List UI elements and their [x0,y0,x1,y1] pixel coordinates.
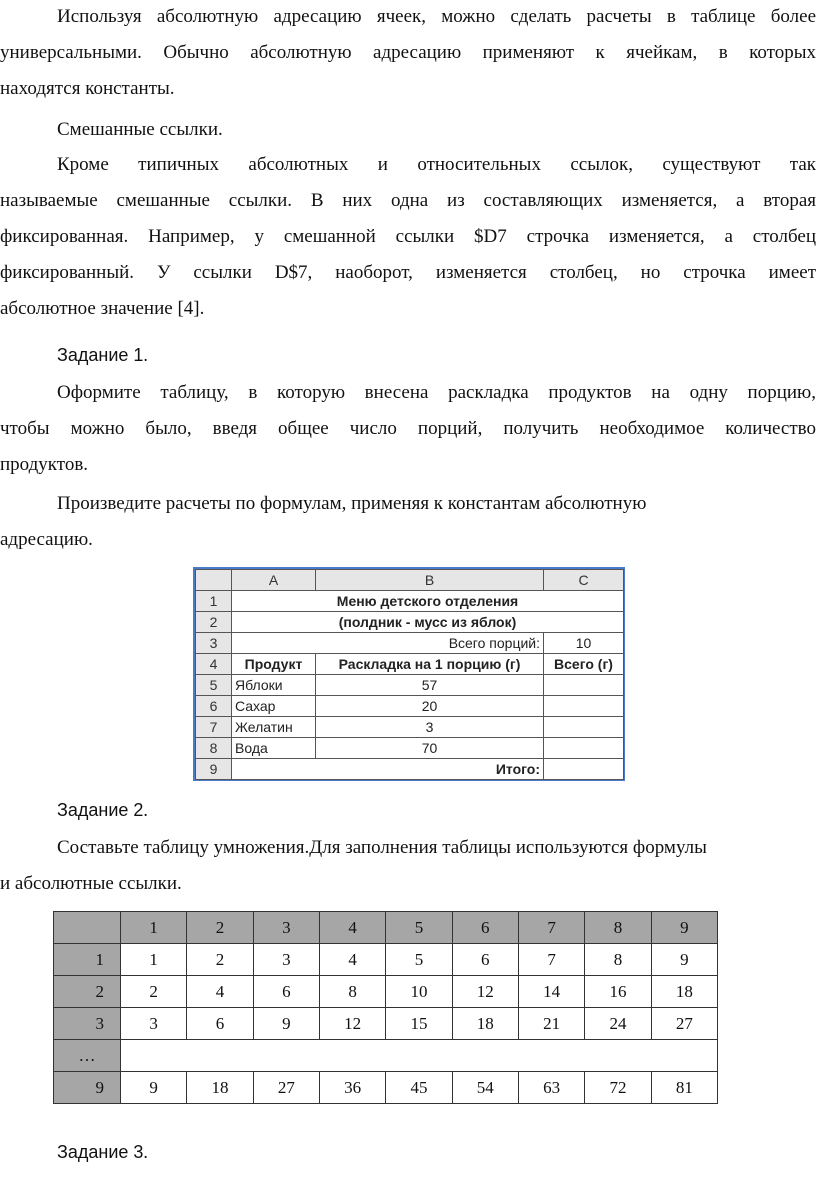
paragraph-absolute-addressing [0,0,816,107]
product-total-cell [544,717,624,738]
row-header-cell: 3 [54,1008,121,1040]
task1-title: Задание 1 [57,345,144,365]
product-total-cell [544,696,624,717]
text-line: продуктов. [0,454,89,475]
product-value-cell: 57 [316,675,544,696]
row-number: 5 [196,675,232,696]
row-number: 7 [196,717,232,738]
header-cell: 4 [319,912,385,944]
menu-subtitle-cell: (полдник - мусс из яблок) [232,612,624,633]
text-line: фиксированная. Например, у смешанной ссылки $D7 строчка изменяется, а столбец [0,226,816,247]
text-line: фиксированный. У ссылки D$7, наоборот, изменяется столбец, но строчка имеет [0,262,816,283]
product-cell: 8 [319,976,385,1008]
header-layout-cell: Раскладка на 1 порцию (г) [316,654,544,675]
product-cell: 18 [452,1008,518,1040]
task1-paragraph-2 [0,486,816,558]
text-line: абсолютное значение [4]. [0,298,205,319]
row-number: 3 [196,633,232,654]
product-cell: 10 [386,976,452,1008]
product-cell: 2 [187,944,253,976]
text-line: Составьте таблицу умножения.Для заполнения таблицы используются формулы [57,837,707,858]
header-product-cell: Продукт [232,654,316,675]
product-total-cell [544,675,624,696]
product-cell: 45 [386,1072,452,1104]
product-value-cell: 70 [316,738,544,759]
text-line: Используя абсолютную адресацию ячеек, можно сделать расчеты в таблице более [57,6,816,27]
table-row [54,1072,718,1104]
mixed-links-heading [0,112,816,148]
product-cell: 15 [386,1008,452,1040]
task2-title: Задание 2 [57,800,144,820]
product-cell: 5 [386,944,452,976]
total-label-cell: Итого: [232,759,544,780]
header-cell: 1 [121,912,187,944]
product-cell: 24 [585,1008,651,1040]
task3-suffix: . [143,1142,148,1162]
product-cell: 9 [651,944,717,976]
header-cell: 9 [651,912,717,944]
heading-text: Смешанные ссылки. [57,119,223,140]
text-line: и абсолютные ссылки. [0,873,182,894]
multiplication-table [53,911,718,1104]
task2-heading [57,799,148,821]
spreadsheet-screenshot [193,567,625,781]
header-cell: 5 [386,912,452,944]
row-header-cell: 9 [54,1072,121,1104]
product-cell: 1 [121,944,187,976]
product-cell: 7 [518,944,584,976]
product-cell: 18 [651,976,717,1008]
text-line: Кроме типичных абсолютных и относительных ссылок, существуют так [57,154,816,175]
header-cell: 3 [253,912,319,944]
portions-value-cell: 10 [544,633,624,654]
task3-title: Задание 3 [57,1142,144,1162]
text-line: адресацию. [0,529,93,550]
product-name-cell: Желатин [232,717,316,738]
row-header-cell: 2 [54,976,121,1008]
table-row [54,944,718,976]
product-cell: 54 [452,1072,518,1104]
product-cell: 6 [452,944,518,976]
text-line: чтобы можно было, введя общее число порций, получить необходимое количество [0,418,816,439]
text-line: Оформите таблицу, в которую внесена раскладка продуктов на одну порцию, [57,382,816,403]
table-row [54,1040,718,1072]
table-row [54,1008,718,1040]
product-cell: 72 [585,1072,651,1104]
product-cell: 21 [518,1008,584,1040]
product-cell: 12 [319,1008,385,1040]
header-total-cell: Всего (г) [544,654,624,675]
corner-cell [196,570,232,591]
product-cell: 27 [253,1072,319,1104]
column-header-c: C [544,570,624,591]
product-cell: 4 [187,976,253,1008]
product-name-cell: Вода [232,738,316,759]
product-cell: 81 [651,1072,717,1104]
table-row [54,976,718,1008]
product-cell: 9 [253,1008,319,1040]
task2-suffix: . [143,800,148,820]
product-cell: 16 [585,976,651,1008]
product-cell: 4 [319,944,385,976]
task1-suffix: . [143,345,148,365]
menu-title-cell: Меню детского отделения [232,591,624,612]
row-header-cell: 1 [54,944,121,976]
product-cell: 3 [253,944,319,976]
product-cell: 3 [121,1008,187,1040]
row-number: 1 [196,591,232,612]
text-line: находятся константы. [0,78,175,99]
text-line: Произведите расчеты по формулам, применяя к константам абсолютную [57,493,647,514]
product-name-cell: Яблоки [232,675,316,696]
corner-cell [54,912,121,944]
product-cell: 27 [651,1008,717,1040]
product-cell: 14 [518,976,584,1008]
product-cell: 9 [121,1072,187,1104]
skipped-rows-cell [121,1040,718,1072]
column-header-b: B [316,570,544,591]
ellipsis-cell: … [54,1040,121,1072]
text-line: называемые смешанные ссылки. В них одна из составляющих изменяется, а вторая [0,190,816,211]
task3-heading [57,1141,148,1163]
header-cell: 7 [518,912,584,944]
row-number: 8 [196,738,232,759]
header-cell: 8 [585,912,651,944]
total-value-cell [544,759,624,780]
row-number: 4 [196,654,232,675]
product-cell: 8 [585,944,651,976]
product-cell: 6 [187,1008,253,1040]
portions-label-cell: Всего порций: [232,633,544,654]
product-cell: 18 [187,1072,253,1104]
row-number: 6 [196,696,232,717]
product-name-cell: Сахар [232,696,316,717]
product-cell: 6 [253,976,319,1008]
product-value-cell: 3 [316,717,544,738]
text-line: универсальными. Обычно абсолютную адресацию применяют к ячейкам, в которых [0,42,816,63]
task1-heading [57,344,148,366]
paragraph-mixed-links [0,147,816,327]
table-row [54,912,718,944]
product-total-cell [544,738,624,759]
product-cell: 63 [518,1072,584,1104]
header-cell: 2 [187,912,253,944]
product-value-cell: 20 [316,696,544,717]
task1-paragraph [0,375,816,483]
product-cell: 2 [121,976,187,1008]
product-cell: 36 [319,1072,385,1104]
product-cell: 12 [452,976,518,1008]
row-number: 2 [196,612,232,633]
column-header-a: A [232,570,316,591]
task2-paragraph [0,830,816,902]
row-number: 9 [196,759,232,780]
header-cell: 6 [452,912,518,944]
